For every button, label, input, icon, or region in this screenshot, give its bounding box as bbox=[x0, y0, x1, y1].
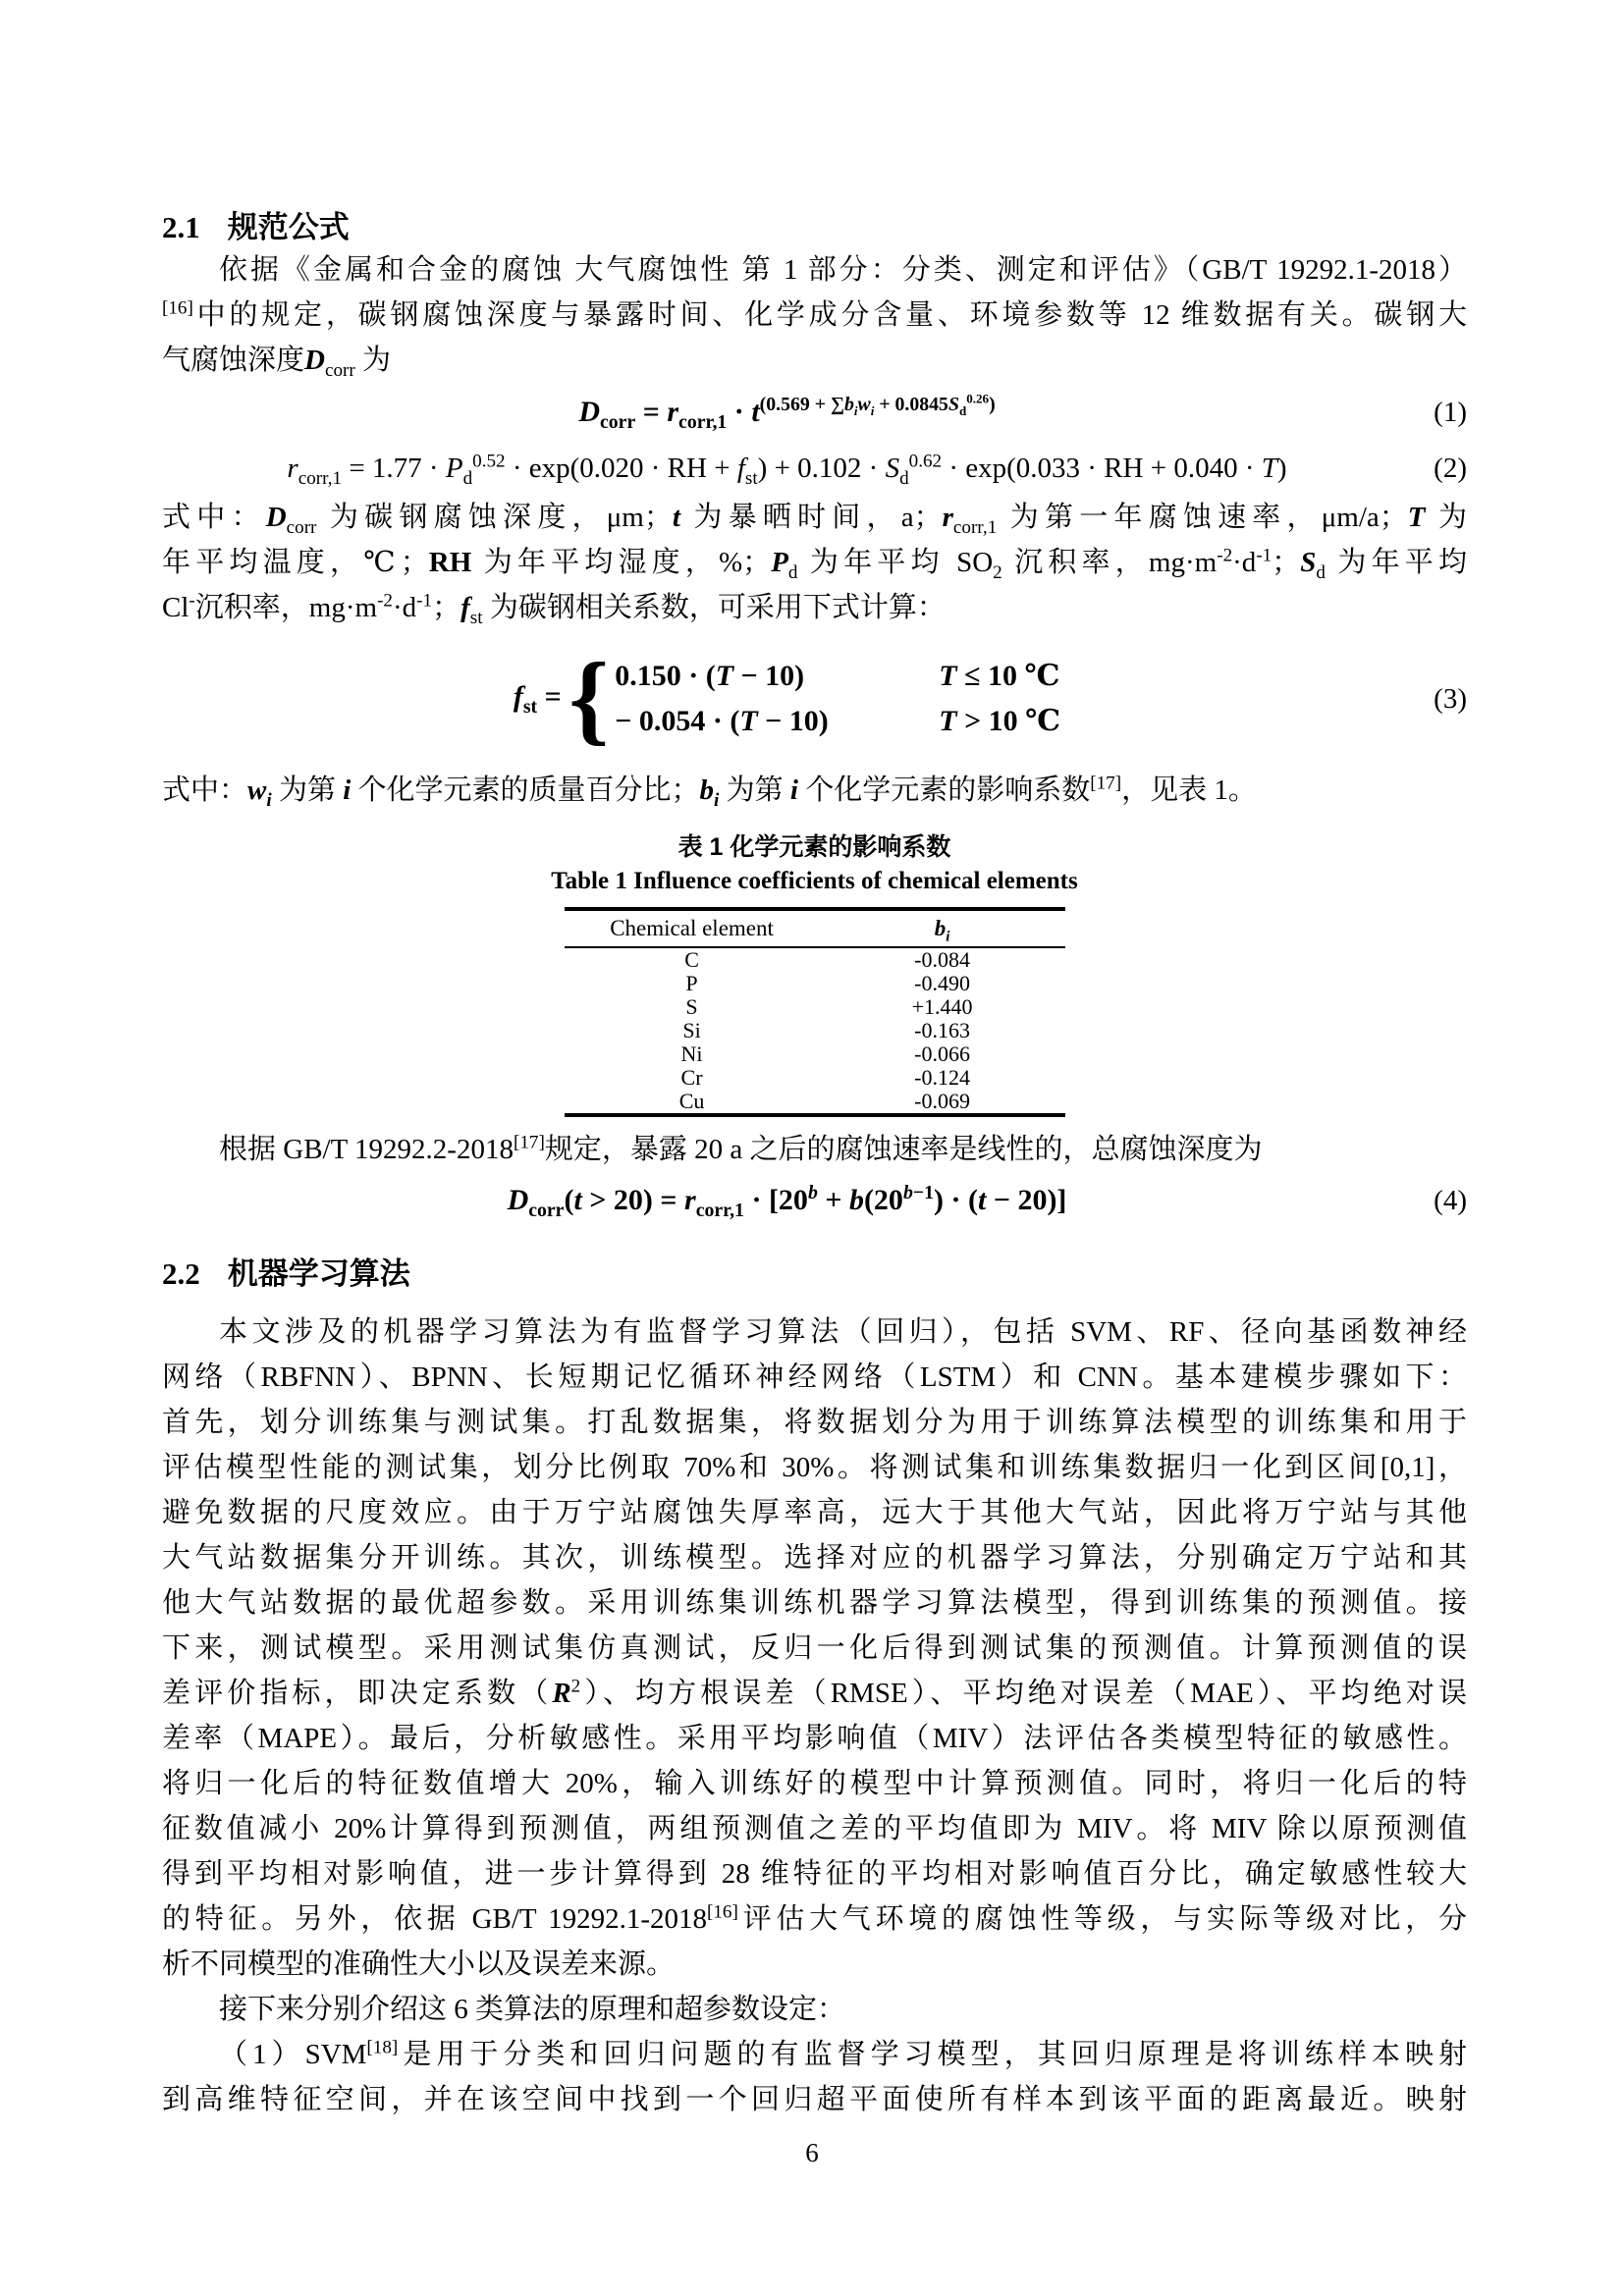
text-line: 接下来分别介绍这 6 类算法的原理和超参数设定： bbox=[219, 1994, 846, 2025]
section-title: 规范公式 bbox=[227, 210, 350, 244]
equation-3-body bbox=[162, 642, 1412, 755]
text-line: 本文涉及的机器学习算法为有监督学习算法（回归），包括 SVM、RF、径向基函数神经 bbox=[219, 1316, 1467, 1348]
equation-4-label: (4) bbox=[1434, 1184, 1467, 1216]
paragraph-symbol-definitions bbox=[162, 495, 1467, 630]
table-row bbox=[565, 1090, 1065, 1115]
equation-3-cases bbox=[615, 654, 1060, 744]
table-cell: S bbox=[685, 994, 698, 1019]
table-row bbox=[565, 947, 1065, 972]
text-line: 下来，测试模型。采用测试集仿真测试，反归一化后得到测试集的预测值。计算预测值的误 bbox=[162, 1632, 1467, 1664]
paragraph-svm bbox=[162, 2032, 1467, 2122]
equation-3 bbox=[162, 630, 1467, 768]
table-cell: -0.163 bbox=[914, 1018, 970, 1042]
section-number: 2.2 bbox=[162, 1256, 200, 1291]
text-line: Cl-沉积率，$mg\cdot m^{-2}\cdot d^{-1}$；$f_{st}$ 为碳钢相关系数，可采用下式计算： bbox=[162, 590, 946, 628]
text-line: 征数值减小 20%计算得到预测值，两组预测值之差的平均值即为 MIV。将 MIV 除以原预测值 bbox=[162, 1813, 1467, 1844]
text-line: 依据《金属和合金的腐蚀 大气腐蚀性 第 1 部分：分类、测定和评估》（GB/T 19292.1-2018） bbox=[219, 254, 1467, 286]
text-line: 根据 GB/T 19292.2-2018[17]规定，暴露 20 a 之后的腐蚀速率是线性的，总腐蚀深度为 bbox=[219, 1132, 1263, 1165]
table-cell: P bbox=[685, 971, 698, 995]
text-line: 得到平均相对影响值，进一步计算得到 28 维特征的平均相对影响值百分比，确定敏感性较大 bbox=[162, 1858, 1467, 1890]
table-cell: -0.124 bbox=[914, 1065, 970, 1090]
table-header-element: Chemical element bbox=[610, 916, 774, 940]
section-heading-2-2 bbox=[162, 1255, 1467, 1294]
paragraph-linear-rate bbox=[162, 1127, 1467, 1172]
equation-1-body: $D_{corr} = r_{corr,1} \cdot t^{(0.569 + \sum b_iw_i + 0.0845S_d^{0.26})}$ bbox=[578, 391, 996, 433]
text-line: 析不同模型的准确性大小以及误差来源。 bbox=[162, 1949, 676, 1980]
table-header-bi: $b_i$ bbox=[934, 916, 950, 945]
text-line: 首先，划分训练集与测试集。打乱数据集，将数据划分为用于训练算法模型的训练集和用于 bbox=[162, 1407, 1467, 1438]
text-line: 年平均温度，℃；RH 为年平均湿度，%；$P_d$ 为年平均 $SO_2$ 沉积率，$mg\cdot m^{-2}\cdot d^{-1}$；$S_d$ 为年平均 bbox=[162, 545, 1467, 583]
table-cell: +1.440 bbox=[911, 994, 973, 1019]
table-cell: C bbox=[684, 947, 699, 972]
text-line: 差评价指标，即决定系数$(R^2)$、均方根误差（RMSE）、平均绝对误差（MAE）、平均绝对误 bbox=[162, 1676, 1467, 1709]
cases-brace: { bbox=[568, 642, 610, 755]
section-heading-2-1 bbox=[162, 208, 1467, 247]
equation-3-lhs: $f_{st}$ = bbox=[513, 679, 569, 718]
table-row bbox=[565, 972, 1065, 995]
text-line: （1）SVM[18]是用于分类和回归问题的有监督学习模型，其回归原理是将训练样本映射 bbox=[219, 2037, 1467, 2070]
text-line: 的特征。另外，依据 GB/T 19292.1-2018[16]评估大气环境的腐蚀性等级，与实际等级对比，分 bbox=[162, 1901, 1467, 1935]
table-cell: -0.490 bbox=[914, 971, 970, 995]
text-line: 到高维特征空间，并在该空间中找到一个回归超平面使所有样本到该平面的距离最近。映射 bbox=[162, 2084, 1467, 2115]
table-row bbox=[565, 1042, 1065, 1066]
coefficients-table bbox=[565, 907, 1065, 1117]
coefficients-table-wrap bbox=[565, 907, 1065, 1117]
section-title: 机器学习算法 bbox=[227, 1256, 410, 1291]
text-line: 气腐蚀深度$D_{corr}$ 为 bbox=[162, 345, 392, 381]
table-cell: Si bbox=[682, 1018, 701, 1042]
table-body bbox=[565, 947, 1065, 1115]
text-line: 式中：$D_{corr}$ 为碳钢腐蚀深度，μm；t 为暴晒时间，a；$r_{corr,1}$ 为第一年腐蚀速率，μm/a；T 为 bbox=[162, 502, 1467, 538]
paragraph-algorithms-intro bbox=[162, 1987, 1467, 2032]
paragraph-ml-methods bbox=[162, 1309, 1467, 1987]
paragraph-standard-intro bbox=[162, 247, 1467, 383]
text-line: 网络（RBFNN）、BPNN、长短期记忆循环神经网络（LSTM）和 CNN。基本建模步骤如下： bbox=[162, 1362, 1467, 1393]
table-cell: Cr bbox=[680, 1065, 703, 1090]
table-cell: Ni bbox=[680, 1041, 703, 1066]
text-line: 差率（MAPE）。最后，分析敏感性。采用平均影响值（MIV）法评估各类模型特征的敏感性。 bbox=[162, 1723, 1467, 1754]
equation-3-label: (3) bbox=[1434, 682, 1467, 715]
equation-4-body: $D_{corr}(t > 20) = r_{corr,1} \cdot [20^b + b(20^{b-1}) \cdot (t - 20)]$ bbox=[507, 1182, 1067, 1221]
equation-2-body: $r_{corr,1} = 1.77 \cdot P_d^{0.52} \cdot \exp(0.020$ · RH + $f_{st}) + 0.102 \cdot S_d^{0.62} \cdot \exp(0.033$ · RH + 0.040 · T) bbox=[287, 450, 1287, 489]
equation-2-label: (2) bbox=[1434, 452, 1467, 484]
equation-2 bbox=[162, 442, 1467, 495]
table-header-row bbox=[565, 909, 1065, 947]
table-cell: -0.066 bbox=[914, 1041, 970, 1066]
paragraph-coefficient-note bbox=[162, 768, 1467, 813]
equation-4 bbox=[162, 1176, 1467, 1225]
section-number: 2.1 bbox=[162, 210, 200, 244]
text-line: 他大气站数据的最优超参数。采用训练集训练机器学习算法模型，得到训练集的预测值。接 bbox=[162, 1587, 1467, 1619]
text-line: 式中：$w_i$ 为第 i 个化学元素的质量百分比；$b_i$ 为第 i 个化学元素的影响系数[17]，见表 1。 bbox=[162, 773, 1257, 811]
table-cell: -0.084 bbox=[914, 947, 970, 972]
text-line: 大气站数据集分开训练。其次，训练模型。选择对应的机器学习算法，分别确定万宁站和其 bbox=[162, 1542, 1467, 1574]
table-cell: -0.069 bbox=[914, 1089, 970, 1113]
table-row bbox=[565, 1019, 1065, 1042]
case-row: − 0.054 · (T − 10) T > 10 ℃ bbox=[615, 705, 1061, 737]
table-row bbox=[565, 995, 1065, 1019]
case-row: 0.150 · (T − 10) T ≤ 10 ℃ bbox=[615, 660, 1060, 692]
table-caption-en: Table 1 Influence coefficients of chemical elements bbox=[551, 868, 1078, 894]
table-row bbox=[565, 1066, 1065, 1090]
text-line: 将归一化后的特征数值增大 20%，输入训练好的模型中计算预测值。同时，将归一化后的特 bbox=[162, 1768, 1467, 1799]
text-line: [16]中的规定，碳钢腐蚀深度与暴露时间、化学成分含量、环境参数等 12 维数据有关。碳钢大 bbox=[162, 297, 1467, 331]
equation-1-label: (1) bbox=[1434, 396, 1467, 428]
equation-1 bbox=[162, 383, 1467, 442]
text-line: 避免数据的尺度效应。由于万宁站腐蚀失厚率高，远大于其他大气站，因此将万宁站与其他 bbox=[162, 1497, 1467, 1528]
text-line: 评估模型性能的测试集，划分比例取 70%和 30%。将测试集和训练集数据归一化到区间[0,1]， bbox=[162, 1452, 1467, 1483]
table-caption-zh: 表 1 化学元素的影响系数 bbox=[677, 833, 951, 861]
page-number: 6 bbox=[805, 2138, 819, 2167]
table-cell: Cu bbox=[678, 1089, 705, 1113]
